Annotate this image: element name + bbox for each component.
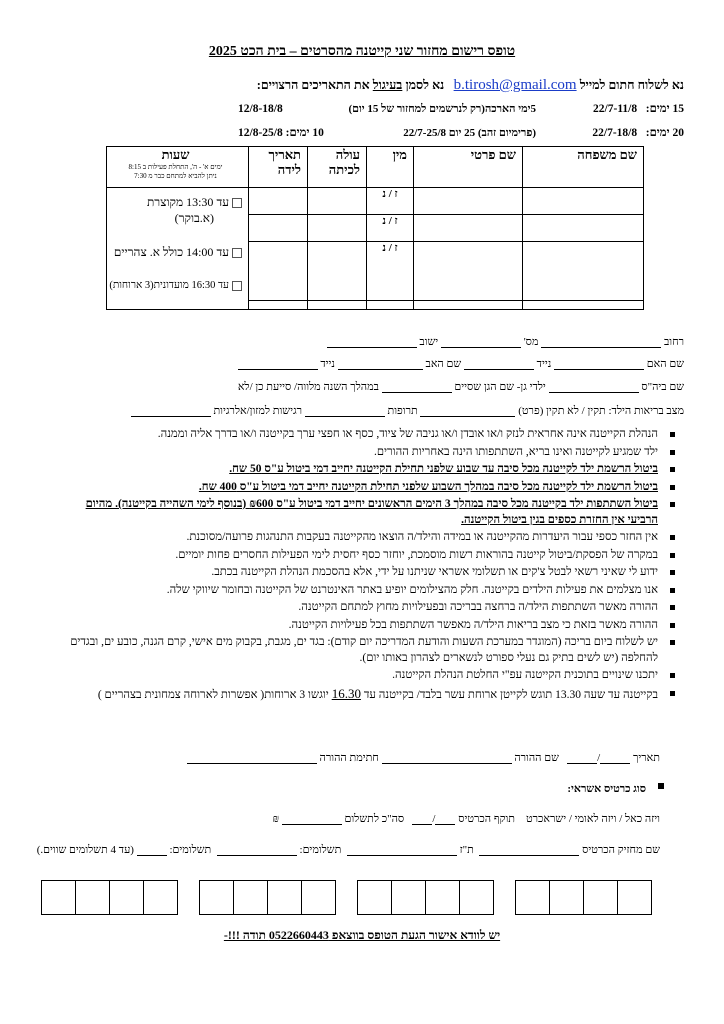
gender-cell-1[interactable]: ז / נ [367, 188, 414, 215]
gender-cell-2[interactable]: ז / נ [367, 215, 414, 242]
premium-option[interactable]: (פרימיום זהב) 25 יום 22/7-25/8 [403, 127, 536, 139]
registration-table [106, 146, 644, 310]
last-name-cell-1[interactable] [523, 188, 644, 215]
school-label: שם ביה"ס [641, 381, 684, 393]
table-row [107, 188, 644, 215]
parent-signature-label: חתימת ההורה [319, 752, 379, 764]
extension-label: 5ימי הארכה(רק לנרשמים למחזור של 15 יום) [348, 103, 536, 115]
mark-prefix: נא לסמן [405, 78, 445, 92]
first-name-cell-2[interactable] [414, 215, 523, 242]
meds-field[interactable] [305, 406, 385, 417]
school-row [238, 381, 684, 393]
email-link[interactable]: b.tirosh@gmail.com [453, 77, 577, 93]
first-name-cell-1[interactable] [414, 188, 523, 215]
term-item: ביטול הרשמת ילד לקייטנה מכל סיבה במהלך השבוע שלפני תחילת הקייטנה יחייב דמי ביטול ע"ס 400 שח. [58, 480, 658, 496]
page-title: טופס רישום מחזור שני קייטנה מהסרטים – בית הכט 2025 [208, 44, 516, 59]
grade-cell-1[interactable] [308, 188, 367, 215]
parent-name-label: שם ההורה [514, 752, 559, 764]
city-field[interactable] [327, 337, 417, 348]
card-types[interactable]: ויזה כאל / ויזה לאומי / ישראכרט [526, 813, 660, 825]
health-label: מצב בריאות הילד: תקין / לא תקין (פרט) [518, 405, 684, 417]
date-separator: / [597, 752, 601, 764]
birthdate-cell-3[interactable] [249, 242, 308, 301]
checkbox-icon[interactable] [232, 248, 242, 258]
extension-range: 12/8-18/8 [238, 103, 283, 115]
footer-note: יש לוודא אישור הגעת הטופס בווצאפ 0522660443 תודה !!!- [223, 928, 501, 942]
mobile-label: נייד [536, 358, 552, 370]
term-item: ביטול הרשמת ילד לקייטנה מכל סיבה עד שבוע שלפני תחילת הקייטנה יחייב דמי ביטול ע"ס 50 שח. [58, 462, 658, 478]
option-morning[interactable] [107, 194, 242, 210]
send-line [257, 77, 684, 94]
spacer-cell [249, 301, 308, 310]
term-item: ידוע לי שאיני רשאי לבטל צ'קים או תשלומי אשראי שניתנו על ידי, אלא בהסכמת הנהלת הקייטנה בכתב. [58, 565, 658, 581]
number-label: מס' [523, 336, 539, 348]
card-number-group-1[interactable] [516, 880, 652, 915]
installments-field[interactable] [217, 845, 297, 856]
expiry-label: תוקף הכרטיס [458, 813, 515, 825]
header-gender: מין [367, 147, 414, 188]
grade-cell-3[interactable] [308, 242, 367, 301]
header-last-name: שם משפחה [523, 147, 644, 188]
spacer-cell [308, 301, 367, 310]
street-label: רחוב [663, 336, 684, 348]
holder-label: שם מחזיק הכרטיס [582, 844, 660, 856]
bullet-icon [658, 783, 664, 789]
id-field[interactable] [347, 845, 457, 856]
holder-row [37, 844, 660, 856]
term-item: הנהלת הקייטנה אינה אחראית לנזק ו/או אובדן ו/או גניבה של ציוד, כסף או חפצי ערך בקייטנה ו/או בדרך אליה וממנה. [58, 427, 658, 443]
checkbox-icon[interactable] [232, 198, 242, 208]
schedule-range: 22/7-11/8 [593, 103, 638, 115]
term-item: יתכנו שינויים בתוכנית הקייטנה עפ"י החלטת הנהלת הקייטנה. [58, 668, 658, 684]
installments-note: (עד 4 תשלומים שווים.) [36, 844, 134, 856]
option-label: עד 14:00 כולל א. צהריים [113, 245, 229, 259]
total-label: סה"כ לתשלום [344, 813, 405, 825]
father-field[interactable] [338, 359, 423, 370]
date-label: תאריך [632, 752, 660, 764]
currency-icon: ₪ [272, 813, 279, 825]
option-label: עד 16:30 מועדונית(3 ארוחות) [109, 280, 229, 291]
allergy-field[interactable] [131, 406, 211, 417]
meds-label: תרופות [387, 405, 418, 417]
mark-suffix: את התאריכים הרצויים: [256, 78, 370, 92]
spacer-cell [414, 301, 523, 310]
grade-cell-2[interactable] [308, 215, 367, 242]
spacer-cell [367, 301, 414, 310]
term-item: ההורה מאשר בזאת כי מצב בריאות הילד/ה מאפשר השתתפות בכל פעילויות הקייטנה. [58, 618, 658, 634]
kindergarten-field[interactable] [382, 382, 452, 393]
checkbox-icon[interactable] [232, 281, 242, 291]
mark-underlined: בעיגול [372, 78, 403, 92]
mother-field[interactable] [554, 359, 644, 370]
expiry-year-field[interactable] [412, 814, 432, 825]
terms-list [58, 427, 658, 705]
term-item: ילד שמגיע לקייטנה ואינו בריא, השתתפותו הינה באחריות ההורים. [58, 445, 658, 461]
mobile-label: נייד [320, 358, 336, 370]
option-morning-sub: (א.בוקר) [174, 211, 214, 225]
term-item: ההורה מאשר השתתפות הילד/ה ברחצה בבריכה ובפעילויות מחוץ למתחם הקייטנה. [58, 600, 658, 616]
kindergarten-label: ילדי גן- שם הגן שסיים [454, 381, 546, 393]
hours-options [107, 188, 249, 310]
street-field[interactable] [541, 337, 661, 348]
card-number-group-2[interactable] [358, 880, 494, 915]
schedule-20[interactable] [592, 127, 684, 139]
city-label: ישוב [419, 336, 439, 348]
extension-option[interactable] [348, 103, 536, 115]
option-club[interactable] [107, 278, 242, 294]
term-item: אנו מצלמים את פעילות הילדים בקייטנה. חלק מהצילומים יופיע באתר האינטרנט של הקייטנה ובחומר שיווקי שלה. [58, 583, 658, 599]
term-item: במקרה של הפסקת/ביטול קייטנה בהוראות רשות מוסמכת, יוחזר כסף יחסית לימי הפעילות החסרים פחות יומיים. [58, 548, 658, 564]
card-type-label: סוג כרטיס אשראי: [567, 783, 646, 795]
mother-mobile-field[interactable] [464, 359, 534, 370]
parent-signature-field[interactable] [187, 753, 317, 764]
hours-note-2: ניתן להביא למתחם כבר מ 7:30 [134, 172, 217, 180]
birthdate-cell-1[interactable] [249, 188, 308, 215]
mother-label: שם האם [646, 358, 684, 370]
term-item: יש לשלוח ביום בריכה (המוגדר במערכת השעות והודעת המדריכה יום קודם): בגד ים, מגבת, בקבוק מים אישי, קרם הגנה, כובע ים, ובגדים להחלפה (יש לשים בתיק גם נעלי ספורט לנשארים לצהרון באותו יום). [58, 635, 658, 666]
installments-label-2: תשלומים: [169, 844, 212, 856]
school-field[interactable] [549, 382, 639, 393]
holder-field[interactable] [479, 845, 579, 856]
parents-row [238, 358, 684, 370]
header-hours [107, 147, 249, 188]
schedule-15[interactable] [593, 103, 684, 115]
schedule-range: 22/7-18/8 [592, 127, 638, 139]
gender-cell-3[interactable]: ז / נ [367, 242, 414, 301]
term-item: ביטול השתתפות ילד בקייטנה מכל סיבה במהלך 3 הימים הראשונים יחייב דמי ביטול ע"ס ₪600 (בנוסף לימי השהייה בקייטנה). מהיום הרביעי אין החזרת כספים בגין ביטול הקייטנה. [58, 497, 658, 528]
expiry-month-field[interactable] [435, 814, 455, 825]
address-row [327, 336, 684, 348]
signature-row [187, 752, 660, 764]
schedule-label: 15 ימים: [645, 103, 684, 115]
option-noon[interactable] [107, 244, 242, 260]
total-field[interactable] [282, 814, 342, 825]
hours-note-1: ימים א' - ה', התחלת פעילות ב 8:15 [128, 163, 223, 171]
header-birthdate: תאריך לידה [249, 147, 308, 188]
meals-time: 16.30 [331, 685, 361, 701]
number-field[interactable] [441, 337, 521, 348]
escort-label: במהלך השנה מלווה/ סייעת כן /לא [237, 381, 379, 393]
term-item [58, 686, 658, 704]
card-number-group-3[interactable] [200, 880, 336, 915]
last-name-cell-2[interactable] [523, 215, 644, 242]
meals-text-2: יוגשו 3 ארוחות( אפשרות לארוחה צמחונית בצהריים ) [97, 688, 329, 701]
birthdate-cell-2[interactable] [249, 215, 308, 242]
ten-days-option[interactable]: 10 ימים: 12/8-25/8 [238, 127, 324, 139]
card-row: ויזה כאל / ויזה לאומי / ישראכרט תוקף הכרטיס / סה"כ לתשלום ₪ [272, 813, 660, 825]
id-label: ת"ז [459, 844, 474, 856]
header-grade: עולה לכיתה [308, 147, 367, 188]
spacer-cell [523, 301, 644, 310]
allergy-label: רגישות למזון/אלרגיות [213, 405, 303, 417]
send-prefix: נא לשלוח חתום למייל [579, 78, 684, 92]
option-label: עד 13:30 מקוצרת [146, 195, 229, 209]
parent-name-field[interactable] [382, 753, 512, 764]
card-number-group-4[interactable] [42, 880, 178, 915]
father-mobile-field[interactable] [238, 359, 318, 370]
table-header-row [107, 147, 644, 188]
hours-title: שעות [161, 147, 190, 162]
installments-count-field[interactable] [137, 845, 167, 856]
installments-label: תשלומים: [299, 844, 342, 856]
first-name-cell-3[interactable] [414, 242, 523, 301]
date-day-field[interactable] [600, 753, 630, 764]
header-first-name: שם פרטי [414, 147, 523, 188]
meals-text-1: בקייטנה עד שעה 13.30 תוגש לקייטן ארוחת עשר בלבד/ בקייטנה עד [363, 688, 658, 701]
father-label: שם האב [425, 358, 462, 370]
last-name-cell-3[interactable] [523, 242, 644, 301]
term-item: אין החזר כספי עבור היעדרות מהקייטנה או במידה והילד/ה הוצאו מהקייטנה בעקבות התנהגות פרועה/מסוכנת. [58, 530, 658, 546]
health-field[interactable] [420, 406, 515, 417]
schedule-label: 20 ימים: [645, 127, 684, 139]
health-row [131, 405, 684, 417]
date-month-field[interactable] [567, 753, 597, 764]
